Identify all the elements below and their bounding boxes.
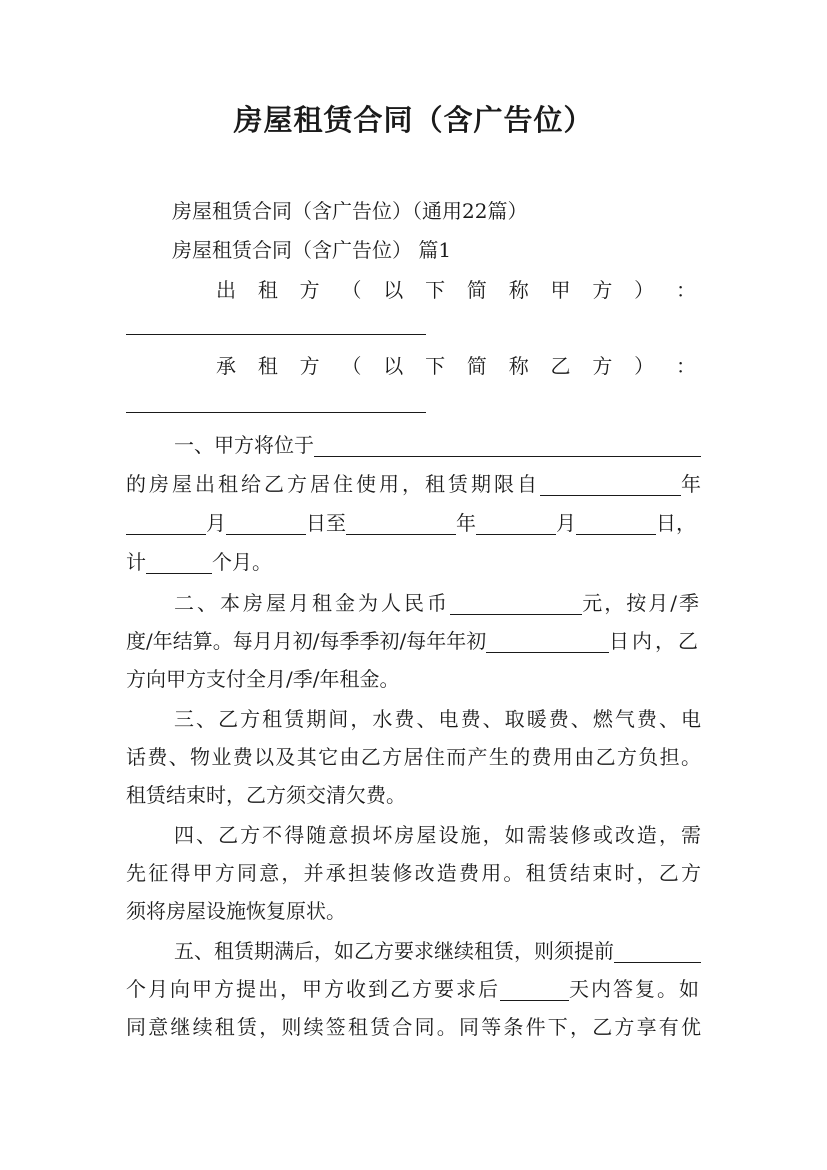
end-year-blank xyxy=(346,516,456,535)
start-month-blank xyxy=(126,516,206,535)
clause-5-line-2: 个月向甲方提出，甲方收到乙方要求后 天内答复。如 xyxy=(126,977,701,1001)
start-day-blank xyxy=(226,516,306,535)
clause-3-line-3: 租赁结束时，乙方须交清欠费。 xyxy=(126,783,406,807)
clause-5-line-1: 五、租赁期满后，如乙方要求继续租赁，则须提前 xyxy=(174,939,701,963)
clause-2-line-3: 方向甲方支付全月/季/年租金。 xyxy=(126,667,400,691)
clause-2-line-2: 度/年结算。每月月初/每季季初/每年年初 日内，乙 xyxy=(126,629,701,653)
clause-1-line-4: 计 个月。 xyxy=(126,550,272,574)
clause-2-line-1: 二、本房屋月租金为人民币 元，按月/季 xyxy=(174,591,701,615)
lessee-label: 承 租 方 （ 以 下 简 称 乙 方 ） ： xyxy=(216,354,696,378)
clause-4-line-3: 须将房屋设施恢复原状。 xyxy=(126,899,346,923)
address-blank xyxy=(314,438,701,457)
start-year-blank xyxy=(540,477,681,496)
document-title: 房屋租赁合同（含广告位） xyxy=(233,103,594,137)
clause-1-line-1: 一、甲方将位于 xyxy=(174,433,701,457)
end-day-blank xyxy=(576,516,656,535)
duration-blank xyxy=(146,555,212,574)
clause-3-line-2: 话费、物业费以及其它由乙方居住而产生的费用由乙方负担。 xyxy=(126,745,701,769)
clause-5-line-3: 同意继续租赁，则续签租赁合同。同等条件下，乙方享有优 xyxy=(126,1015,701,1039)
lessor-label: 出 租 方 （ 以 下 简 称 甲 方 ） ： xyxy=(216,278,696,302)
clause-4-line-1: 四、乙方不得随意损坏房屋设施，如需装修或改造，需 xyxy=(174,823,701,847)
lessee-blank xyxy=(126,412,426,413)
document-subtitle: 房屋租赁合同（含广告位）（通用22篇） xyxy=(172,199,528,223)
clause-3-line-1: 三、乙方租赁期间，水费、电费、取暖费、燃气费、电 xyxy=(174,707,701,731)
clause-1-line-3: 月 日至 年 月 日， xyxy=(126,511,701,535)
end-month-blank xyxy=(476,516,556,535)
notice-months-blank xyxy=(614,944,701,963)
clause-4-line-2: 先征得甲方同意，并承担装修改造费用。租赁结束时，乙方 xyxy=(126,861,701,885)
section-heading: 房屋租赁合同（含广告位） 篇1 xyxy=(172,238,452,262)
clause-1-line-2: 的房屋出租给乙方居住使用，租赁期限自 年 xyxy=(126,472,701,496)
lessor-blank xyxy=(126,334,426,335)
payment-days-blank xyxy=(486,634,609,653)
rent-amount-blank xyxy=(450,596,582,615)
reply-days-blank xyxy=(500,982,569,1001)
